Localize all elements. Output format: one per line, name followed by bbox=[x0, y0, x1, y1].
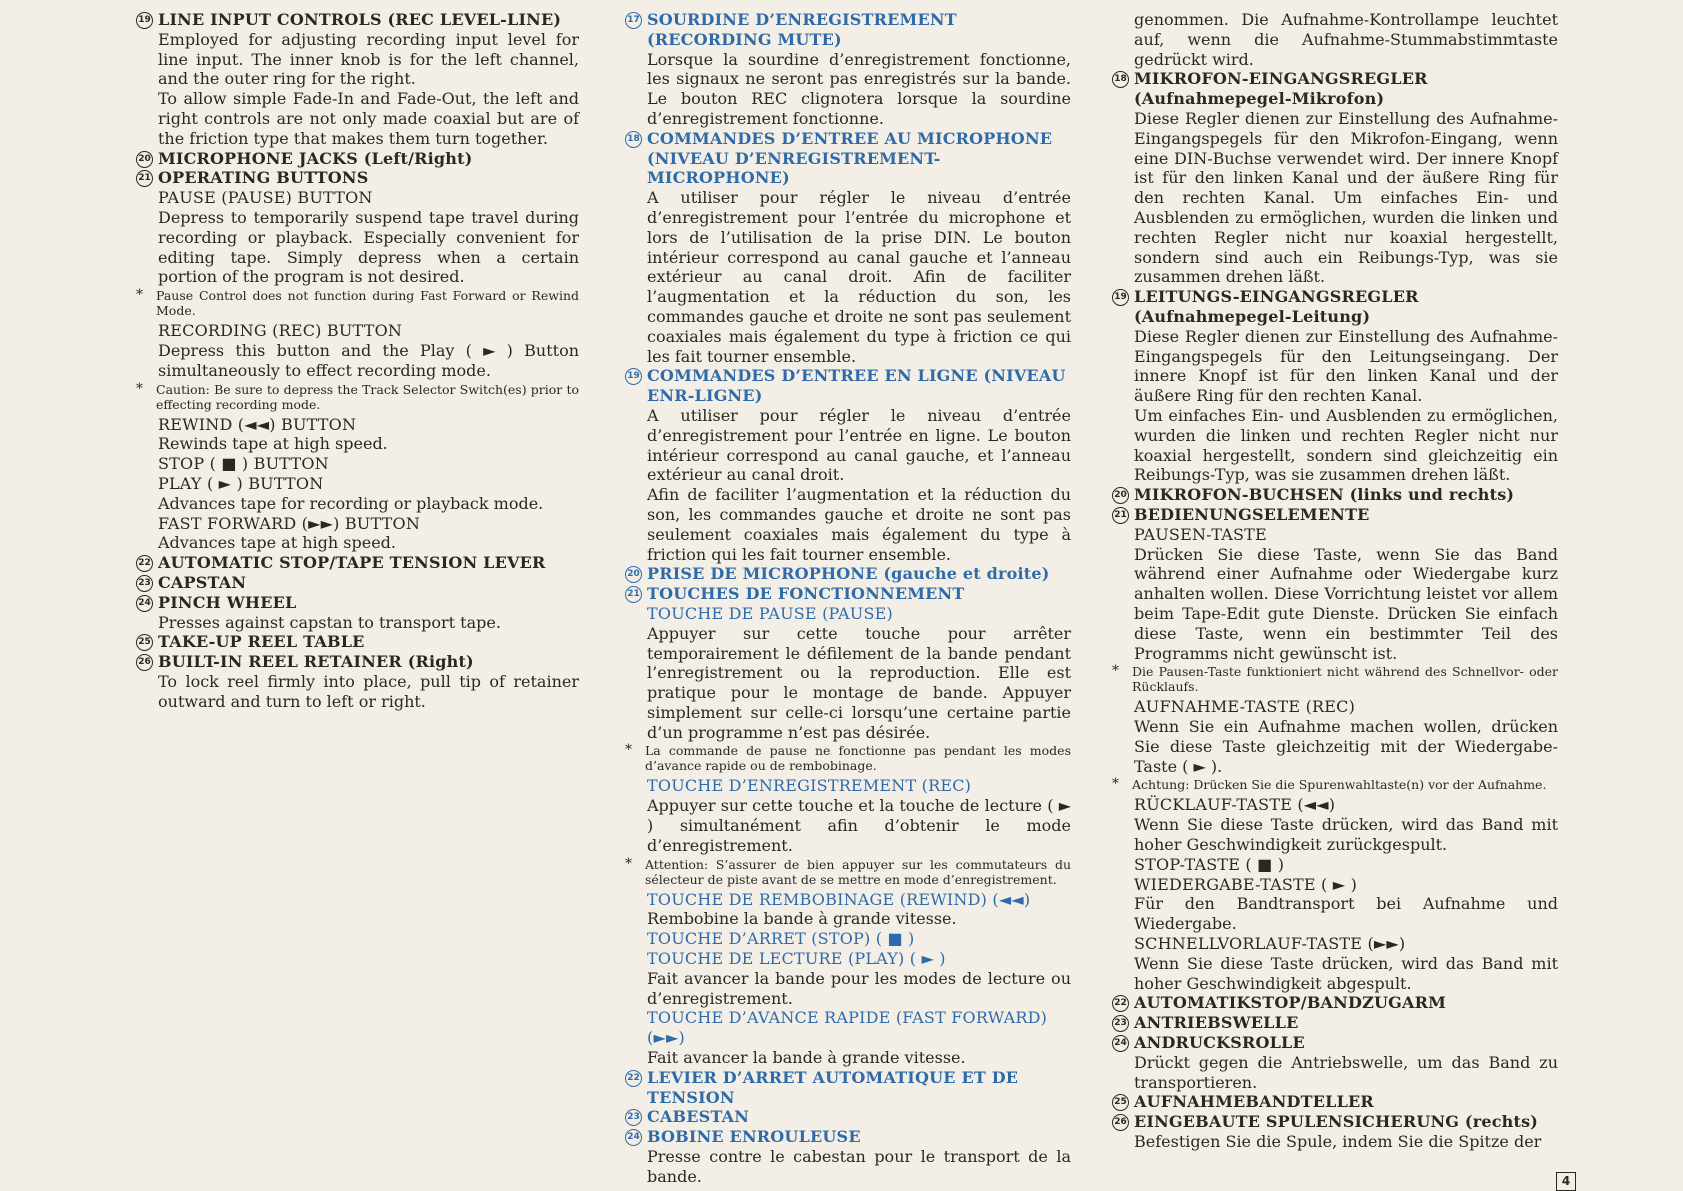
paragraph: Appuyer sur cette touche et la touche de lecture ( ► ) simultanément afin d’obtenir le mode d’enregistrement. bbox=[647, 796, 1071, 855]
section-heading bbox=[1112, 485, 1558, 505]
paragraph: Wenn Sie diese Taste drücken, wird das Band mit hoher Geschwindigkeit abgespult. bbox=[1134, 953, 1558, 993]
section-heading bbox=[1112, 1013, 1558, 1033]
paragraph: Rewinds tape at high speed. bbox=[158, 434, 388, 454]
subheading: AUFNAHME-TASTE (REC) bbox=[1134, 697, 1356, 717]
section-heading bbox=[136, 573, 579, 593]
section-heading bbox=[1112, 287, 1558, 327]
section-title: COMMANDES D’ENTREE EN LIGNE (NIVEAU ENR-LIGNE) bbox=[647, 366, 1066, 406]
section-title: CABESTAN bbox=[647, 1107, 750, 1127]
section-number: 22 bbox=[136, 555, 153, 572]
paragraph: Diese Regler dienen zur Einstellung des Aufnahme-Eingangspegels für den Leitungseingang. Der innere Knopf ist für den linken Kanal und der äußere Ring für den rechten Kanal. bbox=[1134, 326, 1558, 406]
section-number: 20 bbox=[625, 566, 642, 583]
section-title: AUFNAHMEBANDTELLER bbox=[1134, 1092, 1374, 1112]
section-title: MIKROFON-EINGANGSREGLER (Aufnahmepegel-Mikrofon) bbox=[1134, 69, 1428, 109]
section-title: MIKROFON-BUCHSEN (links und rechts) bbox=[1134, 485, 1515, 505]
subheading: TOUCHE D’ENREGISTREMENT (REC) bbox=[647, 776, 972, 796]
section-title: LINE INPUT CONTROLS (REC LEVEL-LINE) bbox=[158, 10, 562, 29]
section-title: BUILT-IN REEL RETAINER (Right) bbox=[158, 652, 474, 672]
paragraph: Depress to temporarily suspend tape travel during recording or playback. Especially convenient for editing tape. Simply depress when a certain portion of the program is not desired. bbox=[158, 207, 579, 287]
paragraph: Fait avancer la bande pour les modes de lecture ou d’enregistrement. bbox=[647, 968, 1071, 1008]
paragraph: Fait avancer la bande à grande vitesse. bbox=[647, 1048, 966, 1068]
subheading: PAUSE (PAUSE) BUTTON bbox=[158, 188, 373, 208]
paragraph: genommen. Die Aufnahme-Kontrollampe leuchtet auf, wenn die Aufnahme-Stummabstimmtaste gedrückt wird. bbox=[1134, 10, 1558, 69]
section-title: TAKE-UP REEL TABLE bbox=[158, 632, 365, 652]
section-number: 23 bbox=[136, 575, 153, 592]
section-heading bbox=[136, 168, 579, 188]
section-number: 20 bbox=[1112, 487, 1129, 504]
section-heading bbox=[136, 632, 579, 652]
section-heading bbox=[136, 10, 579, 30]
section-title: SOURDINE D’ENREGISTREMENT (RECORDING MUTE) bbox=[647, 10, 957, 49]
paragraph: Advances tape at high speed. bbox=[158, 533, 396, 553]
paragraph: Advances tape for recording or playback mode. bbox=[158, 493, 544, 513]
section-number: 24 bbox=[1112, 1035, 1129, 1052]
section-heading bbox=[136, 593, 579, 613]
subheading: REWIND (◄◄) BUTTON bbox=[158, 414, 357, 434]
section-title: ANTRIEBSWELLE bbox=[1134, 1013, 1299, 1033]
section-title: CAPSTAN bbox=[158, 572, 247, 592]
paragraph: Lorsque la sourdine d’enregistrement fonctionne, les signaux ne seront pas enregistrés sur la bande. Le bouton REC clignotera lorsque la sourdine d’enregistrement fonctionne. bbox=[647, 49, 1071, 128]
section-title: AUTOMATIKSTOP/BANDZUGARM bbox=[1134, 993, 1446, 1013]
section-number: 21 bbox=[625, 586, 642, 603]
footnote: * Achtung: Drücken Sie die Spurenwahltaste(n) vor der Aufnahme. bbox=[1112, 777, 1558, 792]
paragraph: Für den Bandtransport bei Aufnahme und Wiedergabe. bbox=[1134, 894, 1558, 934]
section-heading bbox=[625, 1107, 1071, 1127]
section-number: 19 bbox=[136, 12, 153, 29]
section-number: 22 bbox=[1112, 995, 1129, 1012]
section-heading bbox=[1112, 993, 1558, 1013]
section-heading bbox=[625, 129, 1071, 188]
section-heading bbox=[625, 10, 1071, 50]
paragraph: Employed for adjusting recording input level for line input. The inner knob is for the left channel, and the outer ring for the right. bbox=[158, 29, 579, 89]
section-number: 18 bbox=[1112, 71, 1129, 88]
french-column bbox=[625, 10, 1071, 1187]
section-heading bbox=[1112, 69, 1558, 109]
section-number: 17 bbox=[625, 12, 642, 29]
subheading: TOUCHE DE PAUSE (PAUSE) bbox=[647, 603, 893, 623]
section-heading bbox=[625, 564, 1071, 584]
german-column bbox=[1112, 10, 1558, 1152]
section-number: 25 bbox=[1112, 1094, 1129, 1111]
footnote: * Die Pausen-Taste funktioniert nicht während des Schnellvor- oder Rücklaufs. bbox=[1112, 664, 1558, 694]
section-heading bbox=[136, 652, 579, 672]
subheading: RÜCKLAUF-TASTE (◄◄) bbox=[1134, 795, 1336, 815]
section-heading bbox=[1112, 1092, 1558, 1112]
footnote: * Pause Control does not function during Fast Forward or Rewind Mode. bbox=[136, 288, 579, 318]
paragraph: Rembobine la bande à grande vitesse. bbox=[647, 909, 957, 929]
section-heading bbox=[625, 584, 1071, 604]
section-heading bbox=[136, 149, 579, 169]
section-heading bbox=[1112, 505, 1558, 525]
section-number: 25 bbox=[136, 634, 153, 651]
paragraph: A utiliser pour régler le niveau d’entrée d’enregistrement pour l’entrée en ligne. Le bouton intérieur correspond au canal gauche, et l’anneau extérieur au canal droit. bbox=[647, 405, 1071, 485]
subheading: TOUCHE D’AVANCE RAPIDE (FAST FORWARD) (►►) bbox=[647, 1008, 1048, 1048]
section-title: BOBINE ENROULEUSE bbox=[647, 1127, 861, 1147]
section-number: 21 bbox=[1112, 507, 1129, 524]
section-number: 21 bbox=[136, 170, 153, 187]
section-title: LEVIER D’ARRET AUTOMATIQUE ET DE TENSION bbox=[647, 1067, 1019, 1107]
subheading: PAUSEN-TASTE bbox=[1134, 524, 1267, 544]
section-number: 26 bbox=[1112, 1114, 1129, 1131]
section-heading bbox=[625, 366, 1071, 406]
paragraph: To allow simple Fade-In and Fade-Out, the left and right controls are not only made coaxial but are of the friction type that makes them turn together. bbox=[158, 89, 579, 148]
section-heading bbox=[1112, 1112, 1558, 1132]
paragraph: Wenn Sie diese Taste drücken, wird das Band mit hoher Geschwindigkeit zurückgespult. bbox=[1134, 815, 1558, 855]
section-heading bbox=[1112, 1033, 1558, 1053]
subheading: TOUCHE DE REMBOBINAGE (REWIND) (◄◄) bbox=[647, 889, 1031, 909]
subheading: FAST FORWARD (►►) BUTTON bbox=[158, 513, 421, 533]
subheading: PLAY ( ► ) BUTTON bbox=[158, 473, 324, 493]
footnote: * Caution: Be sure to depress the Track Selector Switch(es) prior to effecting recording mode. bbox=[136, 382, 579, 412]
paragraph: Drücken Sie diese Taste, wenn Sie das Band während einer Aufnahme oder Wiedergabe kurz anhalten wollen. Diese Vorrichtung leistet vor allem beim Tape-Edit gute Dienste. Drücken Sie einfach diese Taste, wenn ein bestimmter Teil des Programms nicht gewünscht ist. bbox=[1134, 544, 1558, 663]
subheading: WIEDERGABE-TASTE ( ► ) bbox=[1134, 874, 1358, 894]
section-title: ANDRUCKSROLLE bbox=[1134, 1033, 1305, 1053]
section-title: PINCH WHEEL bbox=[158, 592, 297, 612]
paragraph: A utiliser pour régler le niveau d’entrée d’enregistrement pour l’entrée du microphone et lors de l’utilisation de la prise DIN. Le bouton intérieur correspond au canal gauche et l’anneau extérieur au canal droit. Afin de faciliter l’augmentation et la réduction du son, les commandes gauche et droite ne sont pas seulement coaxiales mais également du type à friction ce qui les fait tourner ensemble. bbox=[647, 188, 1071, 366]
paragraph: Wenn Sie ein Aufnahme machen wollen, drücken Sie diese Taste gleichzeitig mit der Wiedergabe-Taste ( ► ). bbox=[1134, 717, 1558, 776]
section-title: TOUCHES DE FONCTIONNEMENT bbox=[647, 584, 965, 604]
section-title: LEITUNGS-EINGANGSREGLER (Aufnahmepegel-Leitung) bbox=[1134, 287, 1419, 326]
paragraph: Drückt gegen die Antriebswelle, um das Band zu transportieren. bbox=[1134, 1052, 1558, 1092]
subheading: TOUCHE DE LECTURE (PLAY) ( ► ) bbox=[647, 949, 946, 969]
section-number: 19 bbox=[625, 368, 642, 385]
footnote: * La commande de pause ne fonctionne pas pendant les modes d’avance rapide ou de rembobinage. bbox=[625, 743, 1071, 773]
section-heading bbox=[136, 553, 579, 573]
section-number: 23 bbox=[625, 1109, 642, 1126]
paragraph: Um einfaches Ein- und Ausblenden zu ermöglichen, wurden die linken und rechten Regler nicht nur koaxial hergestellt, sondern sind gleichzeitig ein Reibungs-Typ, was sie zusammen drehen läßt. bbox=[1134, 405, 1558, 485]
section-heading bbox=[625, 1127, 1071, 1147]
section-number: 22 bbox=[625, 1070, 642, 1087]
section-number: 24 bbox=[625, 1129, 642, 1146]
section-title: MICROPHONE JACKS (Left/Right) bbox=[158, 148, 473, 168]
subheading: SCHNELLVORLAUF-TASTE (►►) bbox=[1134, 934, 1406, 954]
subheading: STOP-TASTE ( ■ ) bbox=[1134, 854, 1285, 874]
paragraph: Depress this button and the Play ( ► ) Button simultaneously to effect recording mode. bbox=[158, 340, 579, 380]
section-number: 23 bbox=[1112, 1015, 1129, 1032]
subheading: STOP ( ■ ) BUTTON bbox=[158, 454, 329, 474]
paragraph: Presse contre le cabestan pour le transport de la bande. bbox=[647, 1147, 1071, 1186]
section-number: 24 bbox=[136, 595, 153, 612]
section-title: OPERATING BUTTONS bbox=[158, 168, 369, 188]
section-title: AUTOMATIC STOP/TAPE TENSION LEVER bbox=[158, 553, 546, 573]
section-title: PRISE DE MICROPHONE (gauche et droite) bbox=[647, 564, 1050, 584]
page-number: 4 bbox=[1556, 1172, 1576, 1191]
paragraph: Afin de faciliter l’augmentation et la réduction du son, les commandes gauche et droite ne sont pas seulement coaxiales mais également du type à friction qui les fait tourner ensemble. bbox=[647, 485, 1071, 564]
footnote: * Attention: S’assurer de bien appuyer sur les commutateurs du sélecteur de piste avant de se mettre en mode d’enregistrement. bbox=[625, 857, 1071, 887]
subheading: TOUCHE D’ARRET (STOP) ( ■ ) bbox=[647, 929, 915, 949]
section-title: BEDIENUNGSELEMENTE bbox=[1134, 504, 1370, 524]
section-number: 19 bbox=[1112, 289, 1129, 306]
paragraph: Appuyer sur cette touche pour arrêter temporairement le défilement de la bande pendant l’enregistrement ou la reproduction. Elle est pratique pour le montage de bande. Appuyer simplement sur celle-ci lorsqu’une certaine partie d’un programme n’est pas désirée. bbox=[647, 623, 1071, 742]
section-heading bbox=[625, 1068, 1071, 1108]
section-number: 20 bbox=[136, 151, 153, 168]
section-number: 18 bbox=[625, 131, 642, 148]
paragraph: Presses against capstan to transport tape. bbox=[158, 612, 501, 632]
english-column bbox=[136, 10, 579, 712]
subheading: RECORDING (REC) BUTTON bbox=[158, 321, 403, 341]
section-title: COMMANDES D’ENTREE AU MICROPHONE (NIVEAU D’ENREGISTREMENT-MICROPHONE) bbox=[647, 128, 1053, 188]
paragraph: To lock reel firmly into place, pull tip of retainer outward and turn to left or right. bbox=[158, 671, 579, 711]
section-number: 26 bbox=[136, 654, 153, 671]
paragraph: Diese Regler dienen zur Einstellung des Aufnahme-Eingangspegels für den Mikrofon-Eingang, wenn eine DIN-Buchse verwendet wird. Der innere Knopf ist für den linken Kanal und der äußere Ring für den rechten Kanal. Um einfaches Ein- und Ausblenden zu ermöglichen, wurden die linken und rechten Regler nicht nur koaxial hergestellt, sondern sind auch ein Reibungs-Typ, was sie zusammen drehen läßt. bbox=[1134, 108, 1558, 287]
paragraph: Befestigen Sie die Spule, indem Sie die Spitze der bbox=[1134, 1132, 1542, 1152]
section-title: EINGEBAUTE SPULENSICHERUNG (rechts) bbox=[1134, 1112, 1539, 1132]
